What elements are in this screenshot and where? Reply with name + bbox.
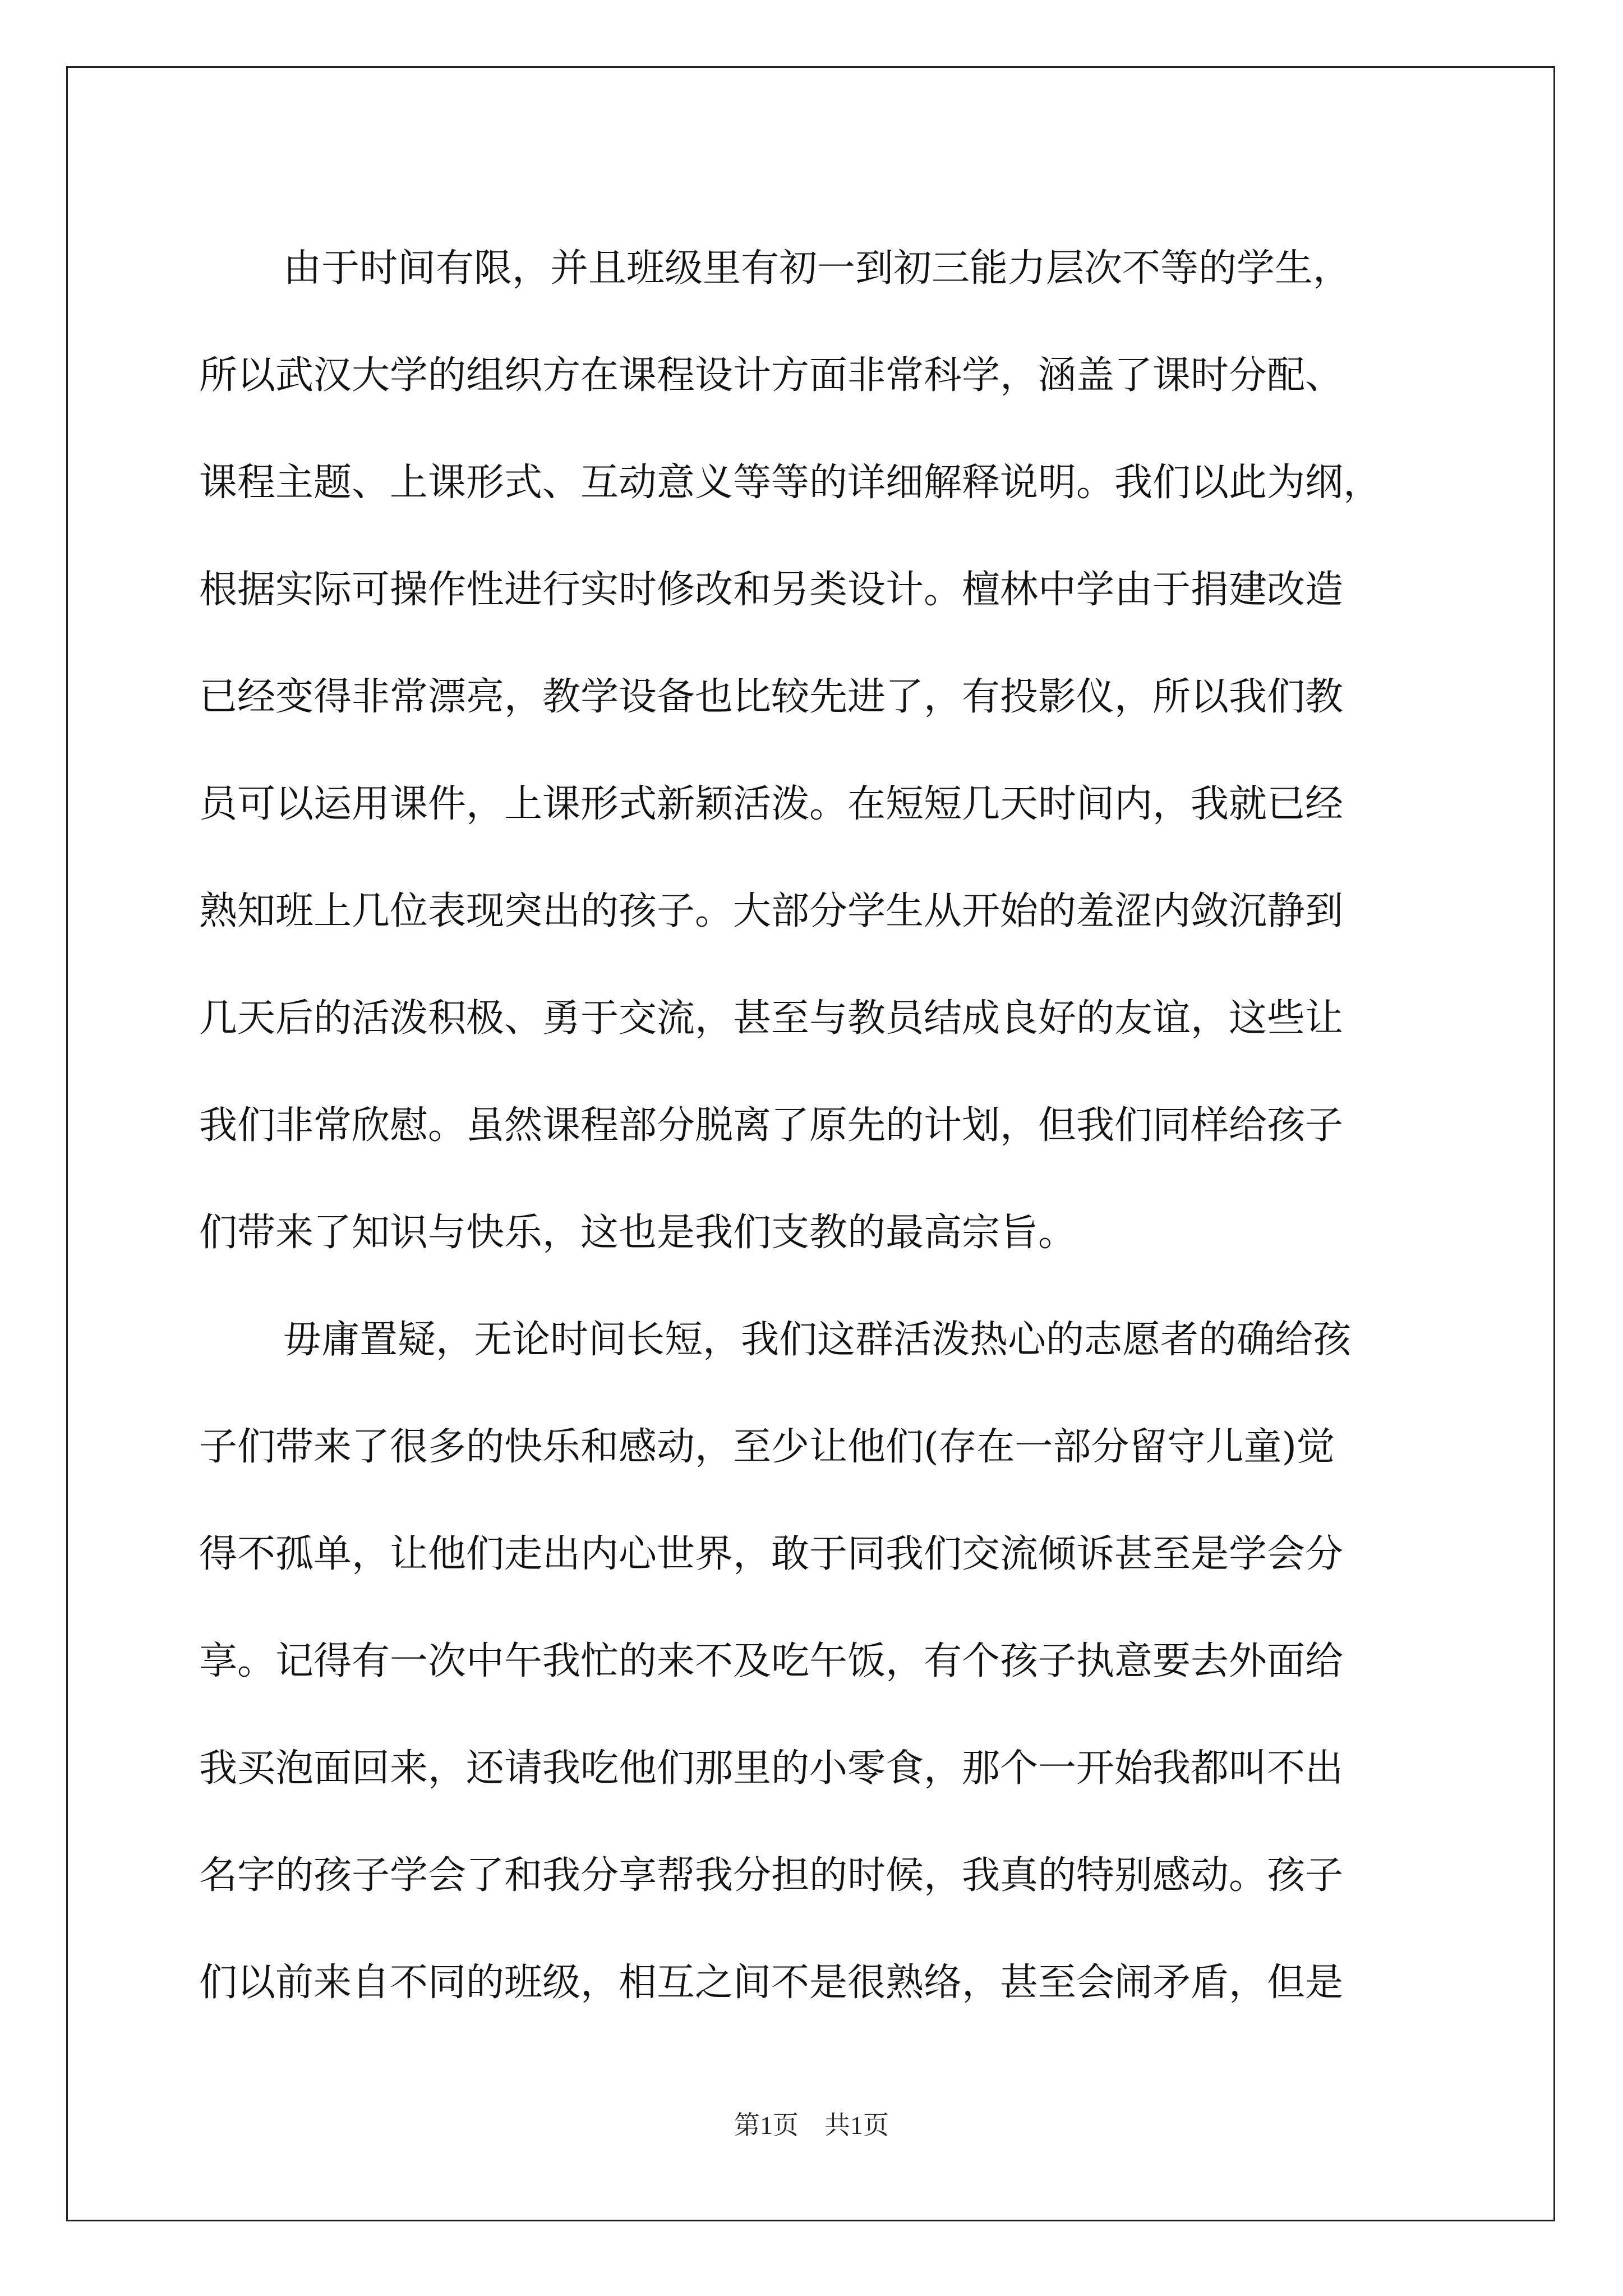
page-number-footer: 第1页 共1页 <box>734 2111 889 2139</box>
paragraph-1-line-8: 几天后的活泼积极、勇于交流，甚至与教员结成良好的友谊，这些让 <box>199 996 1344 1041</box>
paragraph-1-line-9: 我们非常欣慰。虽然课程部分脱离了原先的计划，但我们同样给孩子 <box>199 1103 1344 1148</box>
paragraph-1-line-4: 根据实际可操作性进行实时修改和另类设计。檀林中学由于捐建改造 <box>199 568 1344 612</box>
paragraph-1-line-10: 们带来了知识与快乐，这也是我们支教的最高宗旨。 <box>199 1211 1077 1255</box>
document-body <box>199 215 1422 2036</box>
paragraph-1-line-3: 课程主题、上课形式、互动意义等等的详细解释说明。我们以此为纲， <box>199 461 1382 505</box>
paragraph-2-line-1: 毋庸置疑，无论时间长短，我们这群活泼热心的志愿者的确给孩 <box>283 1318 1352 1362</box>
paragraph-2-line-2: 子们带来了很多的快乐和感动，至少让他们(存在一部分留守儿童)觉 <box>199 1425 1335 1469</box>
paragraph-2-line-3: 得不孤单，让他们走出内心世界，敢于同我们交流倾诉甚至是学会分 <box>199 1532 1344 1576</box>
paragraph-1-line-5: 已经变得非常漂亮，教学设备也比较先进了，有投影仪，所以我们教 <box>199 675 1344 719</box>
paragraph-1-line-1: 由于时间有限，并且班级里有初一到初三能力层次不等的学生， <box>283 246 1352 291</box>
paragraph-1-line-2: 所以武汉大学的组织方在课程设计方面非常科学，涵盖了课时分配、 <box>199 353 1344 398</box>
paragraph-2-line-7: 们以前来自不同的班级，相互之间不是很熟络，甚至会闹矛盾，但是 <box>199 1961 1344 2005</box>
paragraph-1-line-6: 员可以运用课件，上课形式新颖活泼。在短短几天时间内，我就已经 <box>199 782 1344 826</box>
paragraph-2-line-6: 名字的孩子学会了和我分享帮我分担的时候，我真的特别感动。孩子 <box>199 1853 1344 1898</box>
paragraph-2-line-5: 我买泡面回来，还请我吃他们那里的小零食，那个一开始我都叫不出 <box>199 1746 1344 1791</box>
paragraph-2-line-4: 享。记得有一次中午我忙的来不及吃午饭，有个孩子执意要去外面给 <box>199 1639 1344 1683</box>
paragraph-1-line-7: 熟知班上几位表现突出的孩子。大部分学生从开始的羞涩内敛沉静到 <box>199 889 1344 933</box>
